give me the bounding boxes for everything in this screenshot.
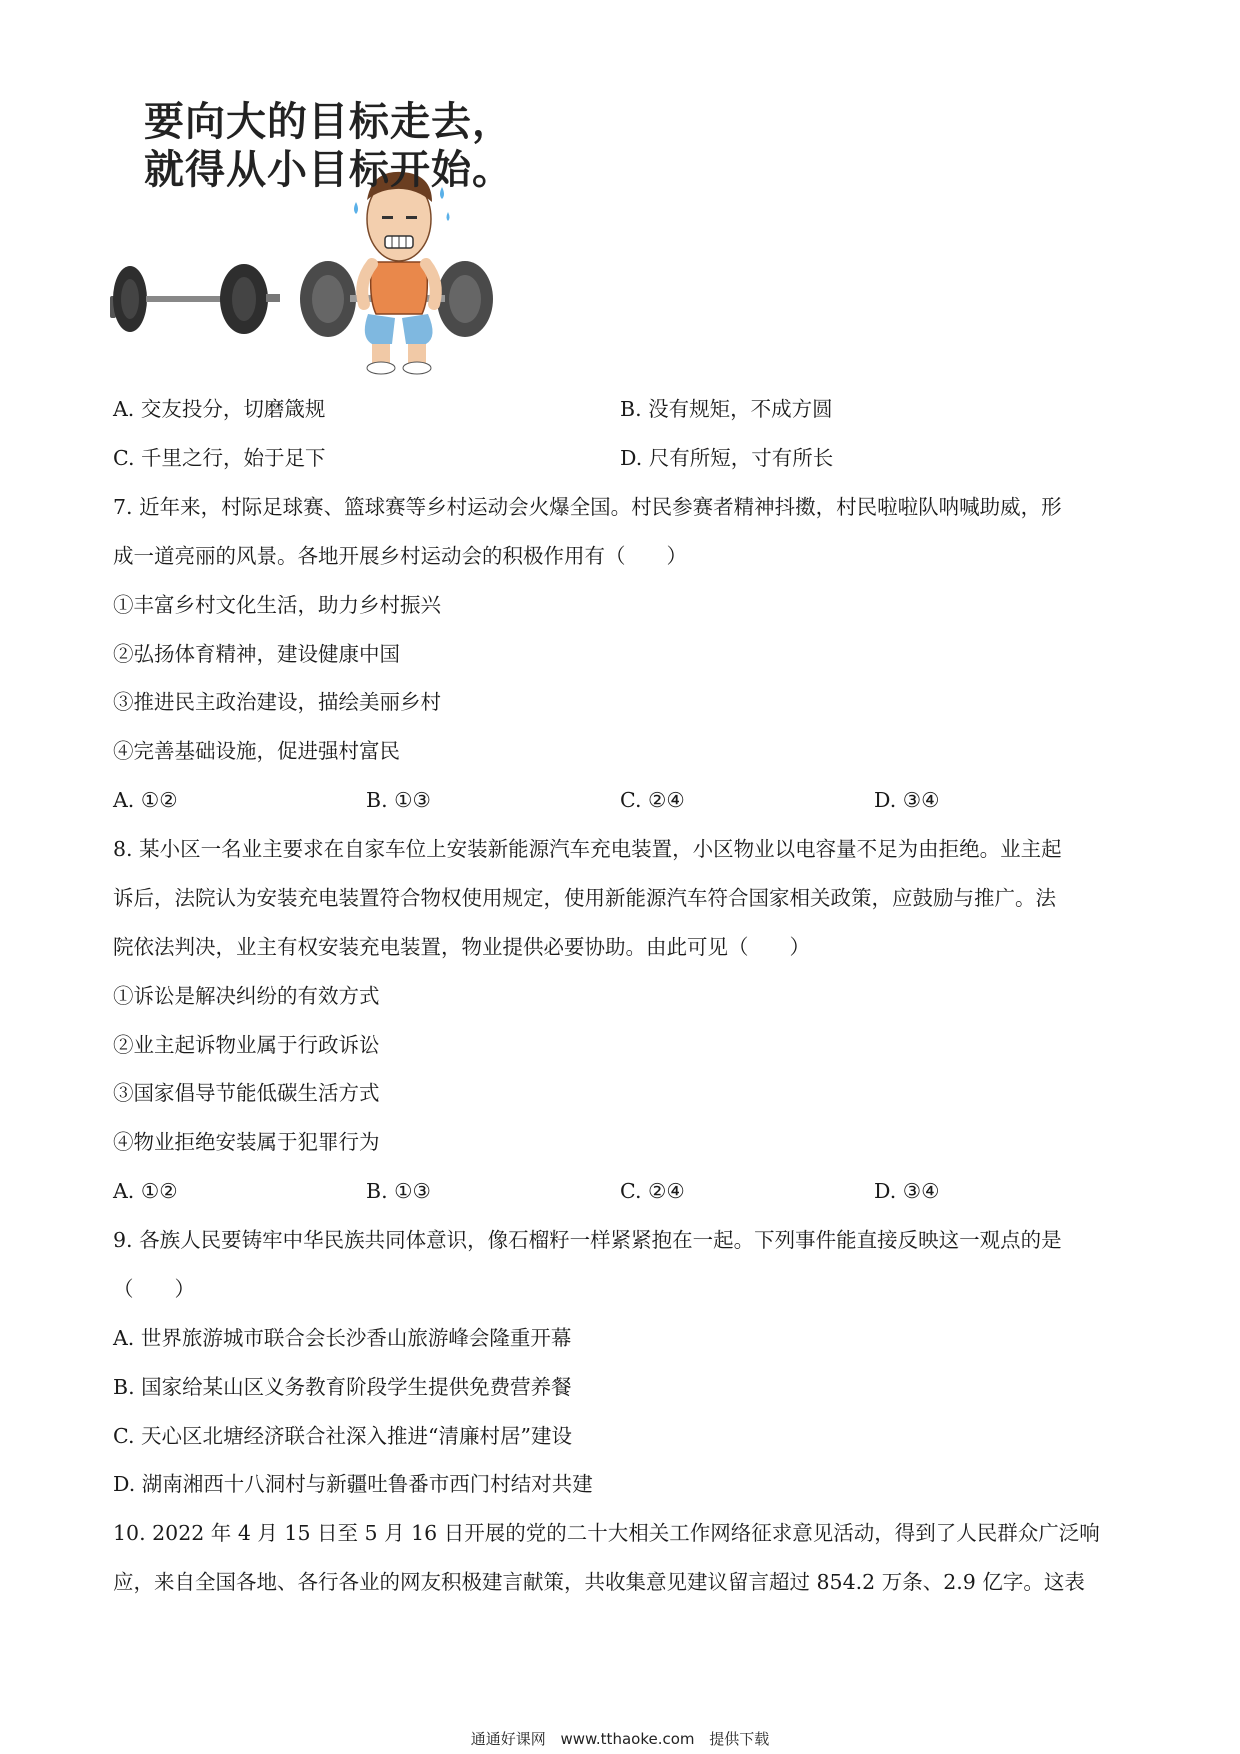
q8-option-c: C. ②④ [620, 1179, 685, 1203]
q9-option-c: C. 天心区北塘经济联合社深入推进“清廉村居”建设 [113, 1424, 572, 1448]
q7-option-b: B. ①③ [366, 788, 431, 812]
page-footer [0, 1728, 1240, 1749]
q7-option-d: D. ③④ [874, 788, 940, 812]
q7-stem-line-1: 7. 近年来，村际足球赛、篮球赛等乡村运动会火爆全国。村民参赛者精神抖擞，村民啦啦队呐喊助威，形 [113, 495, 1062, 519]
q8-item-1: ①诉讼是解决纠纷的有效方式 [113, 984, 380, 1008]
q6-option-a: A. 交友投分，切磨箴规 [113, 397, 326, 421]
q7-option-c: C. ②④ [620, 788, 685, 812]
footer-url[interactable]: www.tthaoke.com [560, 1730, 695, 1748]
q7-item-1: ①丰富乡村文化生活，助力乡村振兴 [113, 593, 441, 617]
q9-stem-line-1: 9. 各族人民要铸牢中华民族共同体意识，像石榴籽一样紧紧抱在一起。下列事件能直接反映这一观点的是 [113, 1228, 1062, 1252]
q10-stem-line-2: 应，来自全国各地、各行各业的网友积极建言献策，共收集意见建议留言超过 854.2 万条、2.9 亿字。这表 [113, 1570, 1085, 1594]
small-barbell-icon [110, 264, 280, 334]
q8-option-d: D. ③④ [874, 1179, 940, 1203]
q6-option-d: D. 尺有所短，寸有所长 [620, 446, 834, 470]
q10-stem-line-1: 10. 2022 年 4 月 15 日至 5 月 16 日开展的党的二十大相关工作网络征求意见活动，得到了人民群众广泛响 [113, 1521, 1100, 1545]
q9-option-b: B. 国家给某山区义务教育阶段学生提供免费营养餐 [113, 1375, 572, 1399]
footer-site-name: 通通好课网 [470, 1730, 546, 1748]
slogan-text [144, 98, 513, 194]
q8-stem-line-2: 诉后，法院认为安装充电装置符合物权使用规定，使用新能源汽车符合国家相关政策，应鼓励与推广。法 [113, 886, 1056, 910]
q7-item-4: ④完善基础设施，促进强村富民 [113, 739, 400, 763]
slogan-line-1: 要向大的目标走去， [144, 99, 513, 145]
footer-suffix: 提供下载 [709, 1730, 770, 1748]
q8-item-4: ④物业拒绝安装属于犯罪行为 [113, 1130, 380, 1154]
motivation-figure [110, 92, 560, 387]
q9-stem-line-2: （ ） [113, 1277, 195, 1301]
q8-stem-line-3: 院依法判决，业主有权安装充电装置，物业提供必要协助。由此可见（ ） [113, 935, 810, 959]
q6-option-c: C. 千里之行，始于足下 [113, 446, 326, 470]
q8-option-b: B. ①③ [366, 1179, 431, 1203]
q6-option-b: B. 没有规矩，不成方圆 [620, 397, 833, 421]
q7-item-2: ②弘扬体育精神，建设健康中国 [113, 642, 400, 666]
q7-item-3: ③推进民主政治建设，描绘美丽乡村 [113, 690, 441, 714]
q8-item-2: ②业主起诉物业属于行政诉讼 [113, 1033, 380, 1057]
q7-option-a: A. ①② [113, 788, 178, 812]
q8-stem-line-1: 8. 某小区一名业主要求在自家车位上安装新能源汽车充电装置，小区物业以电容量不足为由拒绝。业主起 [113, 837, 1062, 861]
man-figure [354, 172, 450, 374]
slogan-line-2: 就得从小目标开始。 [144, 147, 513, 193]
q8-option-a: A. ①② [113, 1179, 178, 1203]
q9-option-a: A. 世界旅游城市联合会长沙香山旅游峰会隆重开幕 [113, 1326, 572, 1350]
q8-item-3: ③国家倡导节能低碳生活方式 [113, 1081, 380, 1105]
q9-option-d: D. 湖南湘西十八洞村与新疆吐鲁番市西门村结对共建 [113, 1472, 593, 1496]
q7-stem-line-2: 成一道亮丽的风景。各地开展乡村运动会的积极作用有（ ） [113, 544, 687, 568]
